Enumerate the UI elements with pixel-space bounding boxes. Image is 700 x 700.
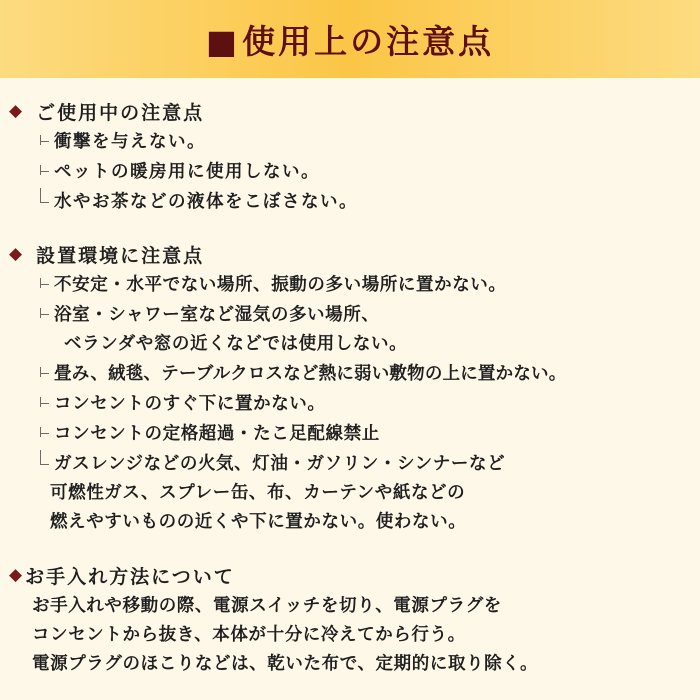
list-item: お手入れや移動の際、電源スイッチを切り、電源プラグを: [32, 595, 502, 616]
list-item: コンセントの定格超過・たこ足配線禁止: [54, 423, 380, 444]
list-item: 水やお茶などの液体をこぼさない。: [54, 191, 358, 212]
tree-connector-icon: [40, 165, 49, 175]
diamond-bullet-icon: ◆: [9, 101, 23, 121]
page-title-text: 使用上の注意点: [242, 21, 495, 61]
tree-connector-icon: [40, 135, 49, 145]
tree-connector-end-icon: [40, 450, 49, 465]
tree-connector-icon: [40, 278, 49, 288]
tree-connector-end-icon: [40, 188, 49, 203]
tree-connector-icon: [40, 367, 49, 377]
list-item: 衝撃を与えない。: [54, 131, 206, 152]
diamond-bullet-icon: ◆: [9, 565, 23, 585]
section-heading-text: お手入れ方法について: [25, 565, 235, 588]
section-heading-care: [9, 560, 235, 590]
list-item-continuation: ベランダや窓の近くなどでは使用しない。: [64, 333, 408, 354]
list-item-continuation: 燃えやすいものの近くや下に置かない。使わない。: [50, 511, 467, 532]
section-heading-text: ご使用中の注意点: [36, 101, 205, 124]
list-item: 浴室・シャワー室など湿気の多い場所、: [54, 304, 380, 325]
list-item-continuation: 可燃性ガス、スプレー缶、布、カーテンや紙などの: [50, 482, 466, 503]
list-item: ペットの暖房用に使用しない。: [54, 161, 320, 182]
list-item: 畳み、絨毯、テーブルクロスなど熱に弱い敷物の上に置かない。: [54, 363, 567, 384]
tree-connector-icon: [40, 397, 49, 407]
diamond-bullet-icon: ◆: [9, 244, 23, 264]
section-heading-environment: [9, 239, 204, 269]
square-icon: ■: [205, 21, 241, 61]
tree-connector-icon: [40, 427, 49, 437]
list-item: コンセントのすぐ下に置かない。: [54, 393, 326, 414]
list-item: ガスレンジなどの火気、灯油・ガソリン・シンナーなど: [54, 453, 506, 474]
list-item: コンセントから抜き、本体が十分に冷えてから行う。: [32, 624, 466, 645]
section-heading-text: 設置環境に注意点: [36, 244, 205, 267]
tree-connector-icon: [40, 308, 49, 318]
list-item: 電源プラグのほこりなどは、乾いた布で、定期的に取り除く。: [32, 653, 539, 674]
section-heading-usage: [9, 96, 204, 126]
list-item: 不安定・水平でない場所、振動の多い場所に置かない。: [54, 274, 507, 295]
